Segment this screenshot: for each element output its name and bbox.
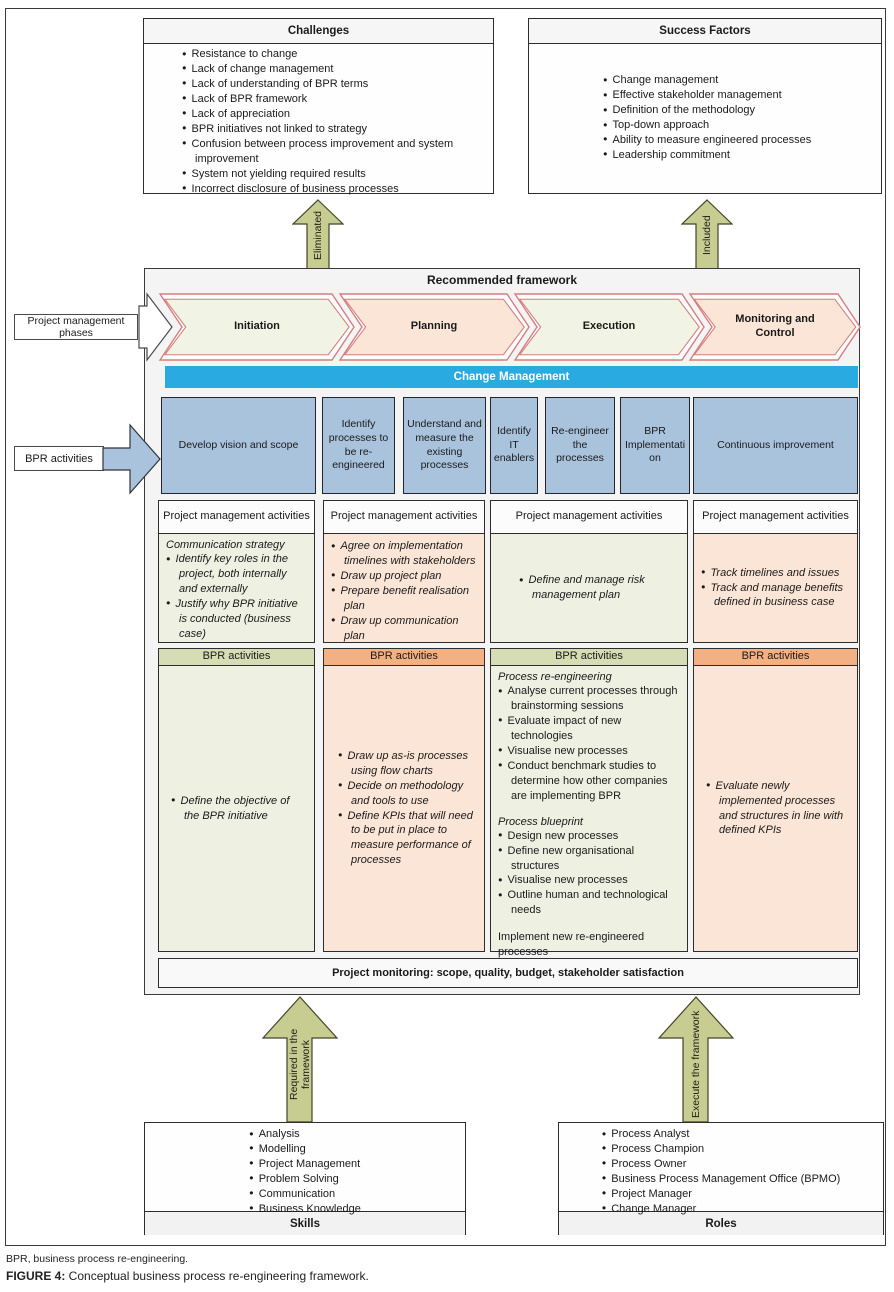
bullet-item: ● Business Knowledge (249, 1202, 361, 1217)
challenges-title: Challenges (144, 19, 493, 44)
bullet-item: ● Lack of understanding of BPR terms (182, 77, 485, 92)
bpr-col3-list-2 (498, 829, 680, 919)
pm-col2-body (323, 534, 485, 643)
bullet-item: ● Effective stakeholder management (603, 88, 881, 103)
bullet-item: ● Prepare benefit realisation plan (331, 584, 477, 614)
pm-col4-list (701, 566, 850, 611)
roles-footer: Roles (559, 1211, 883, 1235)
phase-planning: Planning (410, 320, 458, 333)
bpr-box-understand-measure: Understand and measure the existing processes (403, 397, 486, 494)
challenges-list (182, 47, 485, 197)
pm-col1-list (166, 552, 307, 642)
bullet-item: ● Draw up communication plan (331, 614, 477, 644)
bpr-col2-list (338, 749, 477, 869)
bullet-item: ● Lack of BPR framework (182, 92, 485, 107)
figure-caption-text: Conceptual business process re-engineering framework. (65, 1269, 369, 1283)
spacer (498, 804, 680, 816)
bullet-item: ● Definition of the methodology (603, 103, 881, 118)
bullet-item: ● Confusion between process improvement and system improvement (182, 137, 485, 167)
phase-initiation: Initiation (234, 320, 280, 333)
bullet-item: ● Lack of appreciation (182, 107, 485, 122)
challenges-box (143, 18, 494, 194)
bullet-item: ● Lack of change management (182, 62, 485, 77)
bullet-item: ● Modelling (249, 1142, 361, 1157)
bpr-activities-label: BPR activities (14, 446, 104, 471)
framework-title: Recommended framework (426, 273, 578, 287)
bullet-item: ● Conduct benchmark studies to determine how other companies are implementing BPR (498, 759, 680, 804)
bullet-item: ● Decide on methodology and tools to use (338, 779, 477, 809)
bullet-item: ● Project Manager (602, 1187, 841, 1202)
bullet-item: ● Process Owner (602, 1157, 841, 1172)
bpr-box-identify-it: Identify IT enablers (490, 397, 538, 494)
bullet-item: ● Visualise new processes (498, 744, 680, 759)
success-factors-title: Success Factors (529, 19, 881, 44)
bullet-item: ● Define the objective of the BPR initiative (171, 794, 307, 824)
bpr-col3-tail: Implement new re-engineered processes (498, 931, 645, 959)
bpr-col3-body (490, 666, 688, 959)
bpr-col1-header: BPR activities (158, 648, 315, 666)
bpr-col2-header: BPR activities (323, 648, 485, 666)
bullet-item: ● Design new processes (498, 829, 680, 844)
bpr-box-develop-vision: Develop vision and scope (161, 397, 316, 494)
bullet-item: ● Top-down approach (603, 118, 881, 133)
pm-col2-header: Project management activities (323, 500, 485, 534)
success-factors-body (529, 44, 881, 192)
bpr-col4-header: BPR activities (693, 648, 858, 666)
bullet-item: ● Process Analyst (602, 1127, 841, 1142)
pm-col1-body (158, 534, 315, 643)
bpr-col2-body (323, 666, 485, 952)
bullet-item: ● Change Manager (602, 1202, 841, 1217)
spacer (498, 918, 680, 930)
bullet-item: ● Draw up as-is processes using flow charts (338, 749, 477, 779)
bullet-item: ● Identify key roles in the project, both internally and externally (166, 552, 307, 597)
bullet-item: ● Change management (603, 73, 881, 88)
bpr-box-reengineer: Re-engineer the processes (545, 397, 615, 494)
bullet-item: ● Analyse current processes through brainstorming sessions (498, 684, 680, 714)
bullet-item: ● Define new organisational structures (498, 844, 680, 874)
skills-list (249, 1127, 361, 1217)
bullet-item: ● Problem Solving (249, 1172, 361, 1187)
bpr-col1-list (171, 794, 307, 824)
bullet-item: ● Incorrect disclosure of business processes (182, 182, 485, 197)
required-arrow-label: Required in the framework (287, 1028, 312, 1100)
bullet-item: ● Define and manage risk management plan (519, 573, 667, 603)
pm-col3-list (519, 573, 667, 603)
pm-col3-body (490, 534, 688, 643)
bullet-item: ● Visualise new processes (498, 873, 680, 888)
skills-body (145, 1123, 465, 1215)
bullet-item: ● Draw up project plan (331, 569, 477, 584)
pm-phases-label: Project management phases (14, 314, 138, 340)
change-management-bar: Change Management (165, 366, 858, 388)
bullet-item: ● Communication (249, 1187, 361, 1202)
pm-col4-body (693, 534, 858, 643)
bpr-col4-list (706, 779, 850, 839)
execute-arrow-label: Execute the framework (689, 1010, 702, 1118)
eliminated-arrow-label: Eliminated (311, 210, 324, 260)
pm-col2-list (331, 539, 477, 644)
phase-execution: Execution (582, 320, 636, 333)
bullet-item: ● Ability to measure engineered processes (603, 133, 881, 148)
pm-col4-header: Project management activities (693, 500, 858, 534)
bullet-item: ● Evaluate impact of new technologies (498, 714, 680, 744)
roles-body (559, 1123, 883, 1215)
bullet-item: ● Leadership commitment (603, 148, 881, 163)
skills-footer: Skills (145, 1211, 465, 1235)
project-monitoring-bar: Project monitoring: scope, quality, budget, stakeholder satisfaction (158, 958, 858, 988)
bullet-item: ● Track and manage benefits defined in business case (701, 581, 850, 611)
roles-list (602, 1127, 841, 1217)
pm-col1-header: Project management activities (158, 500, 315, 534)
bpr-box-identify-processes: Identify processes to be re-engineered (322, 397, 395, 494)
figure-caption-label: FIGURE 4: (6, 1269, 66, 1283)
bpr-box-implementation: BPR Implementation (620, 397, 690, 494)
skills-box (144, 1122, 466, 1235)
bpr-col3-subhead-2: Process blueprint (498, 815, 583, 828)
figure-caption (6, 1269, 369, 1283)
success-factors-box (528, 18, 882, 194)
bullet-item: ● Define KPIs that will need to be put in place to measure performance of processes (338, 809, 477, 869)
bpr-col3-list-1 (498, 684, 680, 804)
bullet-item: ● Outline human and technological needs (498, 888, 680, 918)
pm-col3-header: Project management activities (490, 500, 688, 534)
caption-note: BPR, business process re-engineering. (6, 1253, 189, 1265)
bpr-col3-subhead-1: Process re-engineering (498, 671, 612, 683)
bullet-item: ● Track timelines and issues (701, 566, 850, 581)
bpr-box-continuous: Continuous improvement (693, 397, 858, 494)
bullet-item: ● Evaluate newly implemented processes and structures in line with defined KPIs (706, 779, 850, 839)
bullet-item: ● Business Process Management Office (BPMO) (602, 1172, 841, 1187)
bpr-col3-header: BPR activities (490, 648, 688, 666)
challenges-body (144, 44, 493, 197)
bullet-item: ● Process Champion (602, 1142, 841, 1157)
bullet-item: ● Justify why BPR initiative is conducted (business case) (166, 597, 307, 642)
bullet-item: ● System not yielding required results (182, 167, 485, 182)
bpr-col1-body (158, 666, 315, 952)
phase-monitoring-control: Monitoring and Control (735, 313, 815, 339)
bullet-item: ● Analysis (249, 1127, 361, 1142)
bpr-activities-arrow-icon (102, 420, 164, 498)
bullet-item: ● BPR initiatives not linked to strategy (182, 122, 485, 137)
bullet-item: ● Project Management (249, 1157, 361, 1172)
pm-col1-subhead: Communication strategy (166, 539, 285, 551)
included-arrow-label: Included (700, 215, 713, 255)
bullet-item: ● Agree on implementation timelines with stakeholders (331, 539, 477, 569)
bpr-col4-body (693, 666, 858, 952)
success-factors-list (603, 73, 881, 163)
bullet-item: ● Resistance to change (182, 47, 485, 62)
roles-box (558, 1122, 884, 1235)
